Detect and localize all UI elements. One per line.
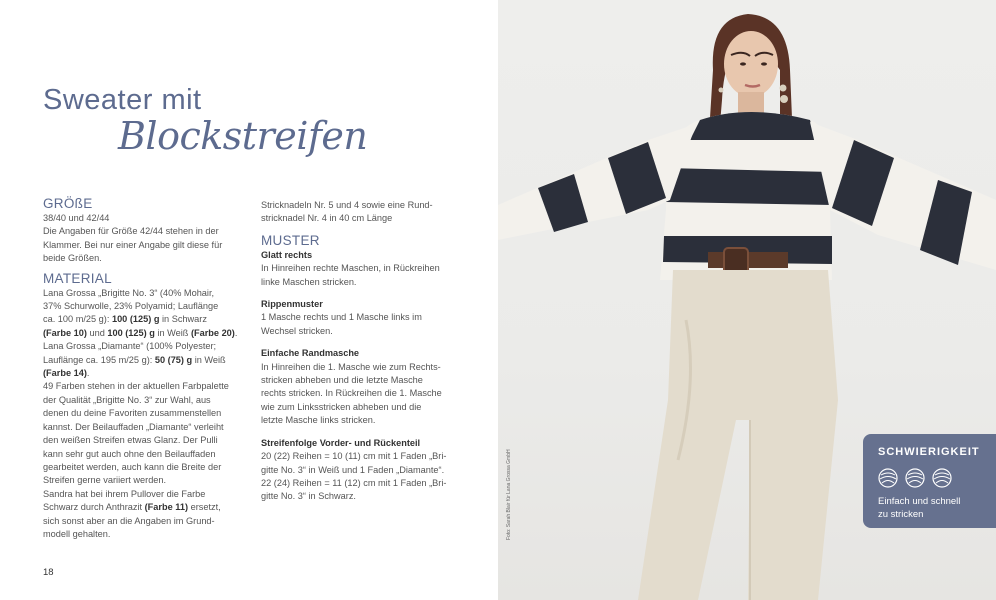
groesse-text bbox=[43, 212, 241, 266]
text-bold: 100 (125) g bbox=[107, 327, 155, 338]
text-run: und bbox=[86, 327, 108, 338]
text-line: sich sonst aber an die Angaben im Grund- bbox=[43, 515, 215, 526]
muster-rippen-title: Rippenmuster bbox=[261, 299, 323, 310]
text-line: 37% Schurwolle, 23% Polyamid; Lauflänge bbox=[43, 301, 219, 312]
text-line bbox=[43, 313, 241, 326]
text-line bbox=[43, 501, 241, 514]
text-run: ersetzt, bbox=[188, 502, 221, 513]
text-line: 1 Masche rechts und 1 Masche links im bbox=[261, 312, 422, 323]
text-line: der Qualität „Brigitte No. 3“ zur Wahl, aus bbox=[43, 394, 211, 405]
text-line: Streifen gerne variiert werden. bbox=[43, 475, 167, 486]
text-run: Schwarz durch Anthrazit bbox=[43, 502, 145, 513]
page-number: 18 bbox=[43, 567, 54, 578]
page-title: Sweater mit bbox=[43, 84, 202, 116]
text-line bbox=[43, 354, 241, 367]
text-bold: (Farbe 20) bbox=[190, 327, 235, 338]
text-run: ca. 100 m/25 g): bbox=[43, 314, 112, 325]
photo-credit: Foto: Sarah Blair für Lana Grossa GmbH bbox=[506, 449, 512, 540]
text-bold: 100 (125) g bbox=[111, 314, 160, 325]
text-line: Wechsel stricken. bbox=[261, 325, 333, 336]
text-run: in Weiß bbox=[192, 354, 226, 365]
text-line: 20 (22) Reihen = 10 (11) cm mit 1 Faden „Bri- bbox=[261, 451, 447, 462]
difficulty-rating bbox=[878, 468, 996, 488]
text-line: Lana Grossa „Diamante“ (100% Polyester; bbox=[43, 341, 217, 352]
text-line: 22 (24) Reihen = 11 (12) cm mit 1 Faden „Bri- bbox=[261, 477, 447, 488]
heading-muster: MUSTER bbox=[261, 232, 320, 248]
material-text bbox=[43, 287, 241, 542]
text-line: letzte Masche links stricken. bbox=[261, 415, 376, 426]
text-line: stricken abheben und die letzte Masche bbox=[261, 375, 423, 386]
text-line: In Hinreihen die 1. Masche wie zum Rechts- bbox=[261, 361, 441, 372]
yarn-ball-icon bbox=[905, 468, 925, 488]
yarn-ball-icon bbox=[932, 468, 952, 488]
text-run: in Weiß bbox=[154, 327, 191, 338]
difficulty-badge bbox=[863, 434, 996, 528]
text-line: linke Maschen stricken. bbox=[261, 276, 357, 287]
text-line: wie zum Linksstricken abheben und die bbox=[261, 401, 422, 412]
text-line: Einfach und schnell bbox=[878, 496, 961, 507]
text-run: . bbox=[234, 327, 238, 338]
yarn-ball-icon bbox=[878, 468, 898, 488]
needles-text bbox=[261, 199, 451, 226]
heading-groesse: GRÖßE bbox=[43, 196, 93, 211]
text-line: zu stricken bbox=[878, 509, 924, 520]
text-line: 38/40 und 42/44 bbox=[43, 213, 110, 223]
text-line: modell gehalten. bbox=[43, 528, 111, 539]
muster-rand-title: Einfache Randmasche bbox=[261, 348, 360, 359]
text-line: gitte No. 3“ in Weiß und 1 Faden „Diamante“. bbox=[261, 464, 445, 475]
heading-material: MATERIAL bbox=[43, 270, 112, 286]
text-line: rechts stricken. In Rückreihen die 1. Masche bbox=[261, 388, 442, 399]
text-line bbox=[43, 327, 241, 340]
text-line: beide Größen. bbox=[43, 253, 102, 264]
text-line: Lana Grossa „Brigitte No. 3“ (40% Mohair, bbox=[43, 287, 215, 298]
text-line: denen du deine Favoriten zusammenstellen bbox=[43, 408, 222, 419]
text-bold: 50 (75) g bbox=[154, 354, 193, 365]
text-bold: (Farbe 11) bbox=[144, 502, 189, 513]
text-line: Die Angaben für Größe 42/44 stehen in der bbox=[43, 226, 219, 237]
text-bold: (Farbe 14) bbox=[43, 368, 87, 379]
text-line: gitte No. 3“ in Schwarz. bbox=[261, 491, 356, 502]
text-line bbox=[43, 367, 241, 380]
text-line: Stricknadeln Nr. 5 und 4 sowie eine Rund- bbox=[261, 200, 433, 210]
page-subtitle: Blockstreifen bbox=[118, 114, 368, 158]
text-line: kannst. Der Beilauffaden „Diamante“ verleiht bbox=[43, 421, 224, 432]
text-run: . bbox=[86, 368, 90, 379]
text-line: In Hinreihen rechte Maschen, in Rückreihen bbox=[261, 263, 440, 274]
text-line: stricknadel Nr. 4 in 40 cm Länge bbox=[261, 213, 393, 224]
muster-streifen-title: Streifenfolge Vorder- und Rückenteil bbox=[261, 437, 421, 448]
muster-glatt-title: Glatt rechts bbox=[261, 249, 313, 260]
difficulty-text bbox=[878, 495, 996, 521]
column-left bbox=[43, 194, 241, 541]
column-right bbox=[261, 199, 451, 504]
text-line: Sandra hat bei ihrem Pullover die Farbe bbox=[43, 488, 206, 499]
text-line: kann sehr gut auch ohne den Beilauffaden bbox=[43, 448, 216, 459]
text-line: gearbeitet werden, auch kann die Breite der bbox=[43, 461, 222, 472]
difficulty-title: SCHWIERIGKEIT bbox=[878, 446, 980, 458]
text-run: Lauflänge ca. 195 m/25 g): bbox=[43, 354, 155, 365]
text-line: 49 Farben stehen in der aktuellen Farbpalette bbox=[43, 381, 229, 392]
text-run: in Schwarz bbox=[159, 314, 207, 325]
text-line: den weißen Streifen etwas Glanz. Der Pulli bbox=[43, 435, 218, 446]
text-bold: (Farbe 10) bbox=[43, 327, 87, 338]
text-line: Klammer. Bei nur einer Angabe gilt diese für bbox=[43, 239, 223, 250]
